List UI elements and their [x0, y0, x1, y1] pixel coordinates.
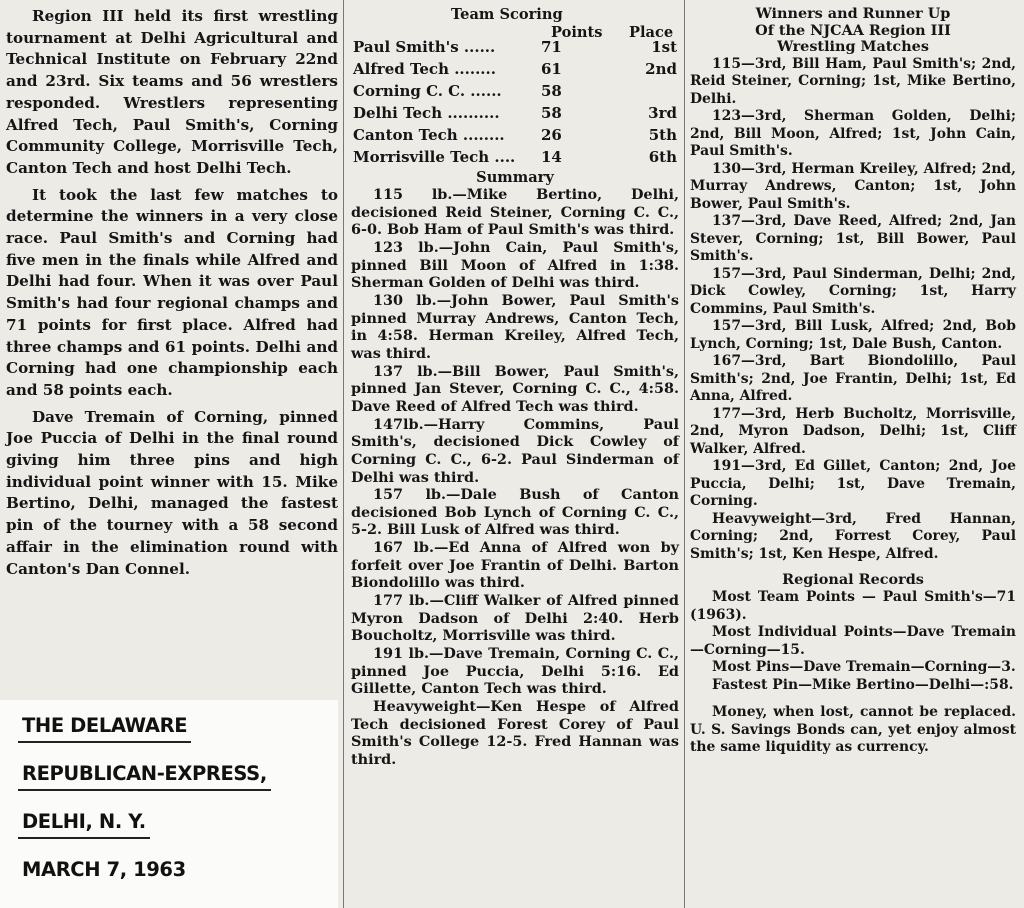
score-row — [351, 148, 679, 170]
winners-heading-line2: Of the NJCAA Region III — [755, 21, 951, 39]
winners-heading-line1: Winners and Runner Up — [755, 5, 951, 22]
team-points: 61 — [541, 60, 562, 78]
team-place: 2nd — [645, 60, 677, 78]
team-points: 58 — [541, 82, 562, 100]
team-points: 71 — [541, 38, 562, 56]
team-name: Paul Smith's ...... — [353, 38, 496, 56]
score-row — [351, 126, 679, 148]
winners-heading-line3: Wrestling Matches — [777, 38, 929, 55]
record-item: Most Pins—Dave Tremain—Corning—3. — [712, 659, 1016, 675]
team-points: 58 — [541, 104, 562, 122]
team-place: 5th — [648, 126, 677, 144]
team-name: Corning C. C. ...... — [353, 82, 502, 100]
team-place: 1st — [651, 38, 677, 56]
winners-item: 137—3rd, Dave Reed, Alfred; 2nd, Jan Stever, Corning; 1st, Bill Bower, Paul Smith's. — [690, 213, 1016, 264]
column-rule — [343, 0, 344, 908]
team-points: 14 — [541, 148, 562, 166]
summary-item: 167 lb.—Ed Anna of Alfred won by forfeit over Joe Frantin of Delhi. Barton Biondolillo was third. — [351, 539, 679, 592]
regional-records-heading: Regional Records — [782, 571, 924, 588]
winners-item: 191—3rd, Ed Gillet, Canton; 2nd, Joe Puccia, Delhi; 1st, Dave Tremain, Corning. — [690, 458, 1016, 509]
team-points: 26 — [541, 126, 562, 144]
team-name: Morrisville Tech .... — [353, 148, 516, 166]
summary-item: 157 lb.—Dale Bush of Canton decisioned Bob Lynch of Corning C. C., 5-2. Bill Lusk of Alfred was third. — [351, 486, 679, 539]
masthead-location: DELHI, N. Y. — [18, 810, 150, 839]
record-item: Most Individual Points—Dave Tremain—Corning—15. — [690, 624, 1016, 658]
record-item: Fastest Pin—Mike Bertino—Delhi—:58. — [712, 676, 1014, 693]
masthead-paper-name: THE DELAWARE — [18, 714, 191, 743]
winners-item: 157—3rd, Bill Lusk, Alfred; 2nd, Bob Lynch, Corning; 1st, Dale Bush, Canton. — [690, 318, 1016, 352]
summary-item: 177 lb.—Cliff Walker of Alfred pinned Myron Dadson of Delhi 2:40. Herb Boucholtz, Morrisville was third. — [351, 592, 679, 645]
score-row — [351, 104, 679, 126]
team-name: Delhi Tech .......... — [353, 104, 500, 122]
summary-item: 147lb.—Harry Commins, Paul Smith's, decisioned Dick Cowley of Corning C. C., 6-2. Paul Sinderman of Delhi was third. — [351, 415, 679, 486]
team-scoring-title: Team Scoring — [451, 6, 563, 23]
winners-item: 130—3rd, Herman Kreiley, Alfred; 2nd, Murray Andrews, Canton; 1st, John Bower, Paul Smith's. — [690, 160, 1016, 212]
summary-item: 115 lb.—Mike Bertino, Delhi, decisioned Reid Steiner, Corning C. C., 6-0. Bob Ham of Paul Smith's was third. — [351, 186, 679, 239]
masthead-date: MARCH 7, 1963 — [22, 858, 186, 881]
masthead-paper-name-2: REPUBLICAN-EXPRESS, — [18, 762, 271, 791]
article-paragraph: Dave Tremain of Corning, pinned Joe Puccia of Delhi in the final round giving him three pins and high individual point winner with 15. Mike Bertino, Delhi, managed the fastest pin of the tourney with a 58 second affair in the elimination round with Canton's Dan Connel. — [6, 407, 338, 578]
score-row — [351, 82, 679, 104]
team-place: 3rd — [648, 104, 677, 122]
team-scoring-header — [351, 6, 679, 41]
winners-column — [690, 0, 1016, 757]
score-row — [351, 60, 679, 82]
column-rule — [684, 0, 685, 908]
article-paragraph: It took the last few matches to determine the winners in a very close race. Paul Smith's and Corning had five men in the finals while Alfred and Delhi had four. When it was over Paul Smith's had four regional champs and 71 points for first place. Alfred had three champs and 61 points. Delhi and Corning had one championship each and 58 points each. — [6, 185, 338, 399]
summary-item: 191 lb.—Dave Tremain, Corning C. C., pinned Joe Puccia, Delhi 5:16. Ed Gillette, Canton Tech was third. — [351, 645, 679, 698]
record-item: Most Team Points — Paul Smith's—71 (1963). — [690, 589, 1016, 623]
summary-item: Heavyweight—Ken Hespe of Alfred Tech decisioned Forest Corey of Paul Smith's College 12-5. Fred Hannan was third. — [351, 698, 679, 768]
article-column — [6, 0, 338, 580]
winners-item: Heavyweight—3rd, Fred Hannan, Corning; 2nd, Forrest Corey, Paul Smith's; 1st, Ken Hespe, Alfred. — [690, 510, 1016, 562]
summary-item: 130 lb.—John Bower, Paul Smith's pinned Murray Andrews, Canton Tech, in 4:58. Herman Kreiley, Alfred Tech, was third. — [351, 291, 679, 362]
savings-bond-filler: Money, when lost, cannot be replaced. U. S. Savings Bonds can, yet enjoy almost the same liquidity as currency. — [690, 704, 1016, 755]
score-row — [351, 38, 679, 60]
team-name: Alfred Tech ........ — [353, 60, 496, 78]
summary-heading: Summary — [476, 169, 554, 186]
article-paragraph: Region III held its first wrestling tournament at Delhi Agricultural and Technical Institute on February 22nd and 23rd. Six teams and 56 wrestlers responded. Wrestlers representing Alfred Tech, Paul Smith's, Corning Community College, Morrisville Tech, Canton Tech and host Delhi Tech. — [6, 7, 338, 177]
winners-item: 157—3rd, Paul Sinderman, Delhi; 2nd, Dick Cowley, Corning; 1st, Harry Commins, Paul Smith's. — [690, 265, 1016, 317]
winners-item: 167—3rd, Bart Biondolillo, Paul Smith's; 2nd, Joe Frantin, Delhi; 1st, Ed Anna, Alfred. — [690, 353, 1016, 404]
summary-item: 123 lb.—John Cain, Paul Smith's, pinned Bill Moon of Alfred in 1:38. Sherman Golden of Delhi was third. — [351, 238, 679, 292]
team-name: Canton Tech ........ — [353, 126, 505, 144]
team-place: 6th — [648, 148, 677, 166]
masthead — [0, 700, 338, 908]
points-column-header: Points — [551, 24, 603, 41]
summary-item: 137 lb.—Bill Bower, Paul Smith's, pinned Jan Stever, Corning C. C., 4:58. Dave Reed of Alfred Tech was third. — [351, 362, 679, 415]
winners-item: 115—3rd, Bill Ham, Paul Smith's; 2nd, Reid Steiner, Corning; 1st, Mike Bertino, Delhi. — [690, 55, 1016, 107]
winners-item: 123—3rd, Sherman Golden, Delhi; 2nd, Bill Moon, Alfred; 1st, John Cain, Paul Smith's. — [690, 108, 1016, 159]
winners-item: 177—3rd, Herb Bucholtz, Morrisville, 2nd, Myron Dadson, Delhi; 1st, Cliff Walker, Alfred. — [690, 405, 1016, 457]
place-column-header: Place — [629, 24, 674, 41]
scoring-column — [351, 0, 679, 769]
